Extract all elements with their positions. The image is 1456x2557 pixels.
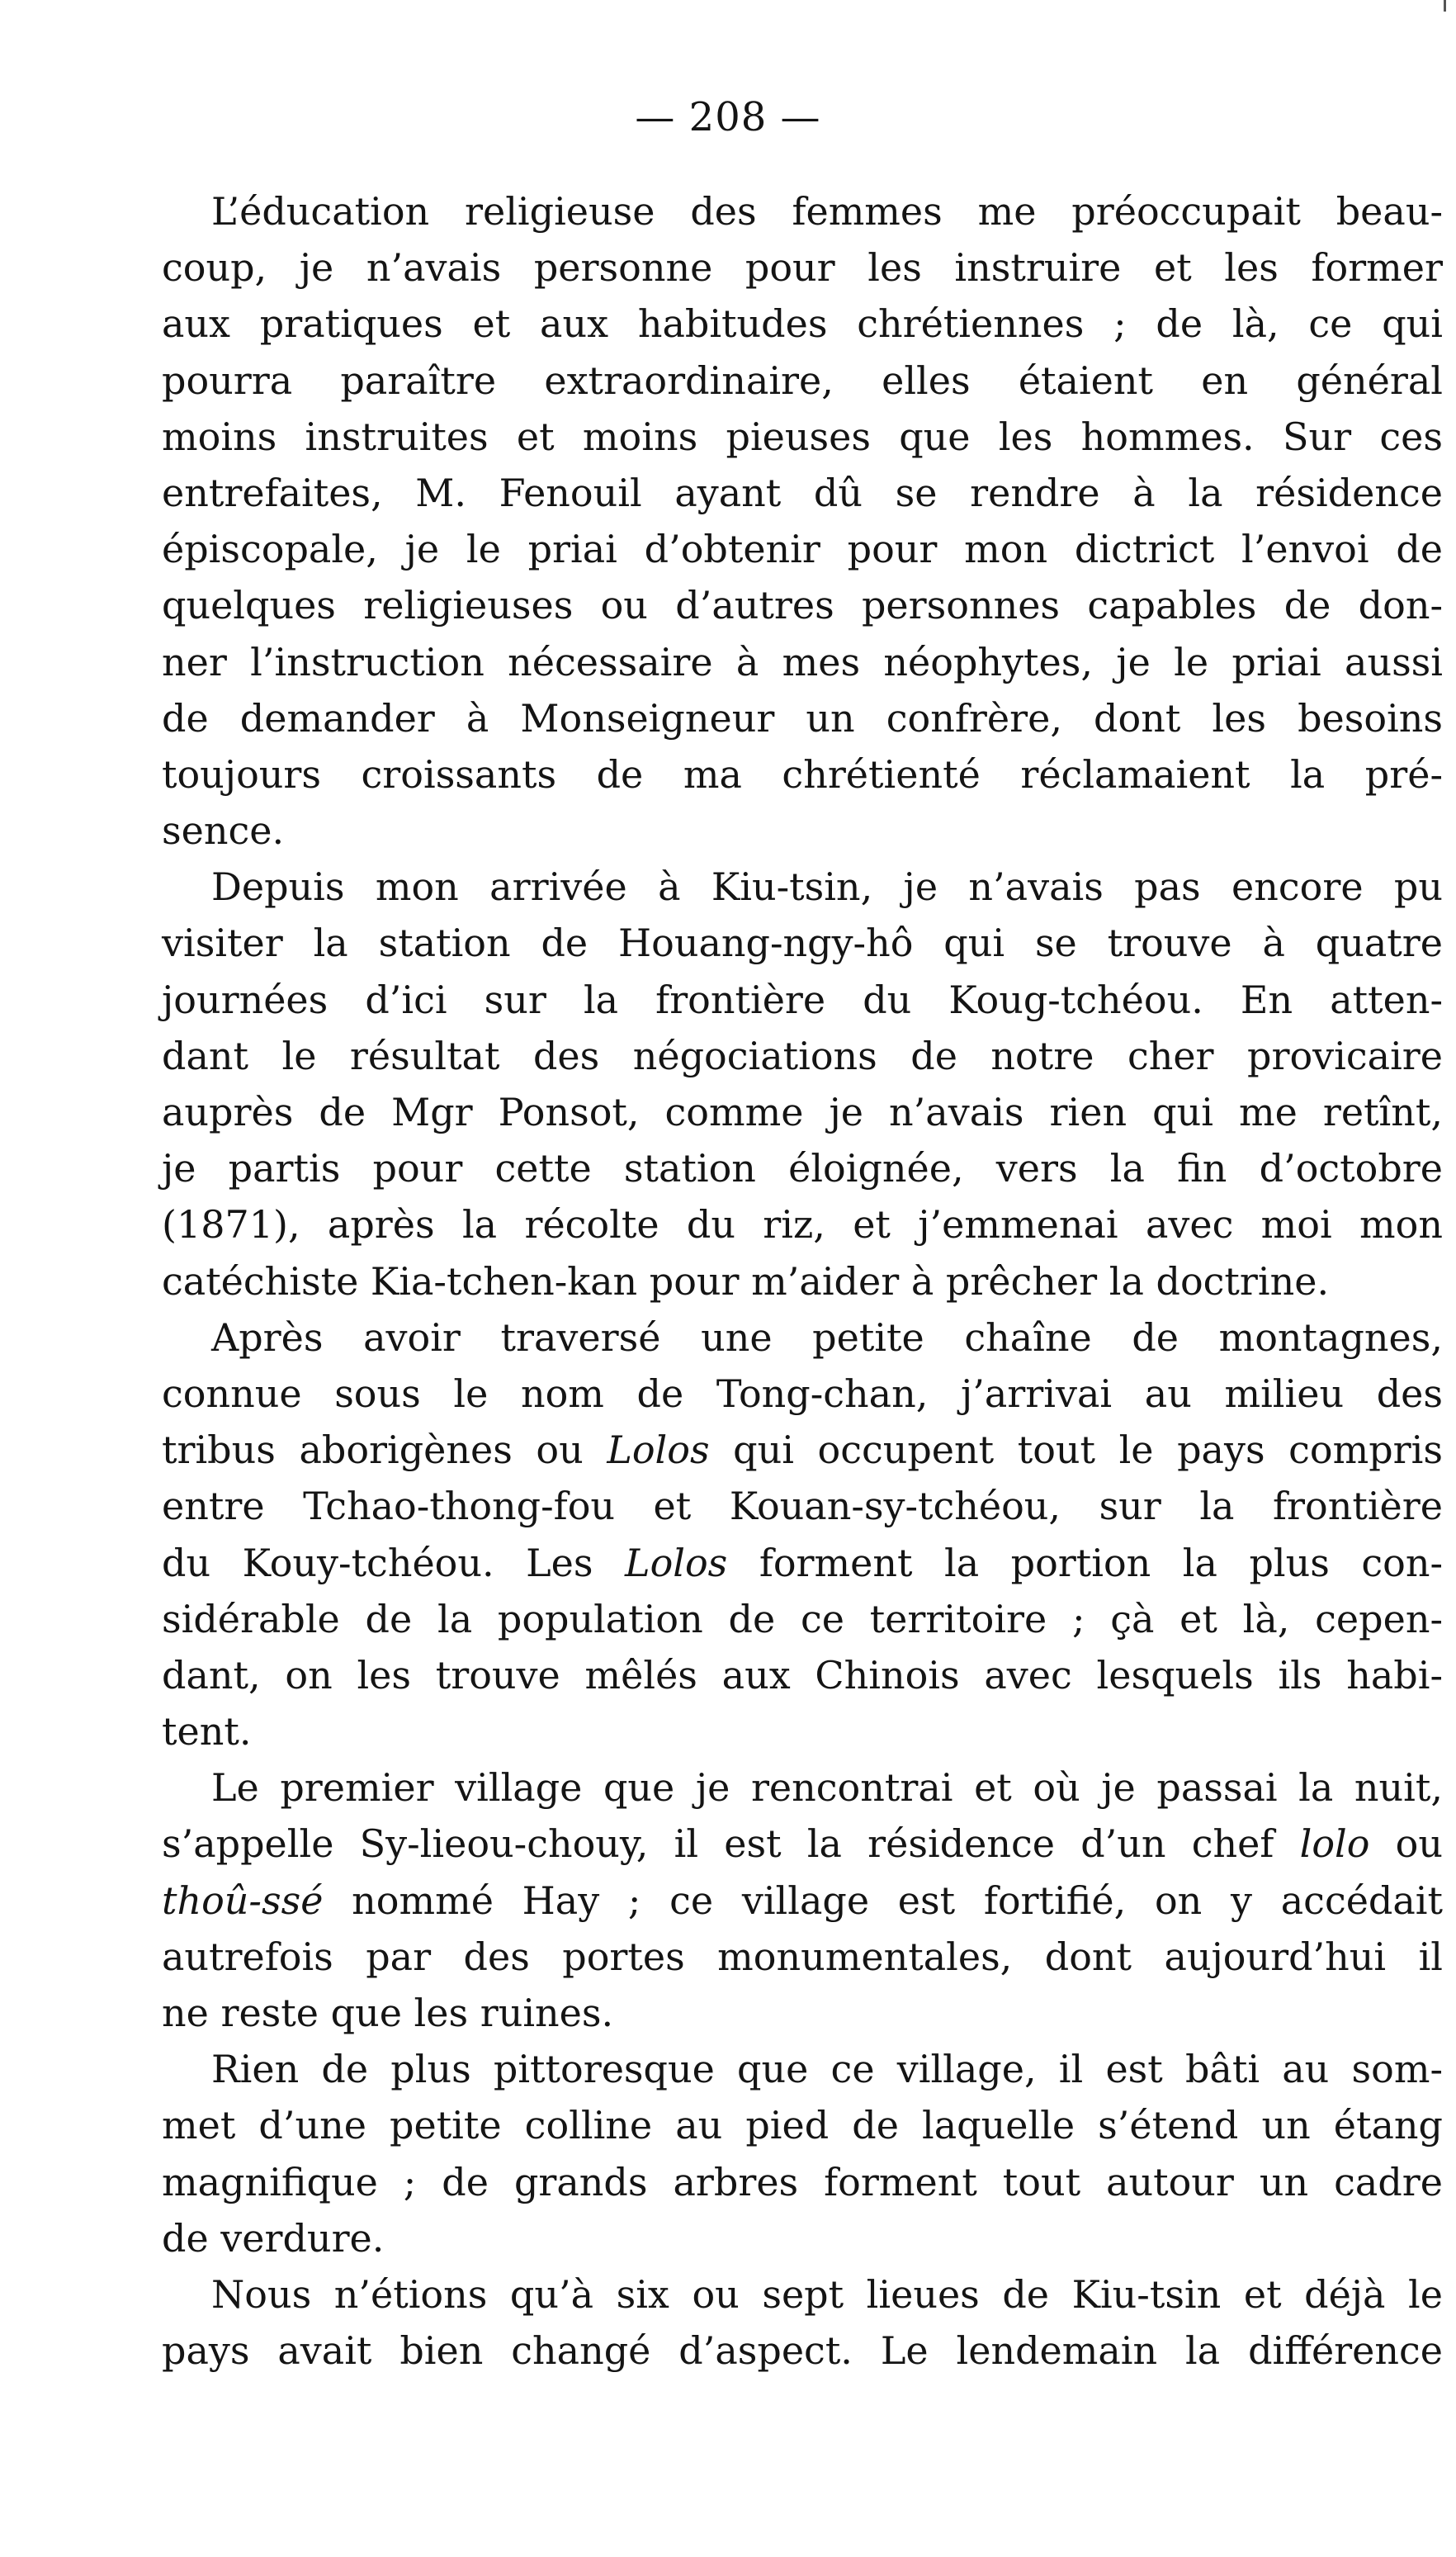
italic-word: Lolos	[607, 1428, 710, 1473]
text-segment: auprès de Mgr Ponsot, comme je n’avais rien qui me retînt,	[162, 1090, 1443, 1134]
text-line	[162, 1929, 1443, 1985]
text-line	[162, 2097, 1443, 2153]
text-segment: tent.	[162, 1709, 252, 1754]
text-line	[162, 972, 1443, 1028]
text-segment: de verdure.	[162, 2215, 385, 2261]
body-text	[162, 183, 1443, 2379]
text-segment: je partis pour cette station éloignée, vers la fin d’octobre	[162, 1146, 1443, 1191]
text-segment: coup, je n’avais personne pour les instruire et les former	[162, 245, 1443, 291]
text-line	[162, 1647, 1443, 1703]
paragraph	[162, 2041, 1443, 2266]
text-segment: ne reste que les ruines.	[162, 1991, 614, 2035]
text-line	[162, 2210, 1443, 2266]
text-segment: magnifique ; de grands arbres forment tout autour un cadre	[162, 2159, 1443, 2204]
text-line	[162, 1478, 1443, 1534]
text-segment: Nous n’étions qu’à six ou sept lieues de Kiu-tsin et déjà le	[211, 2271, 1443, 2317]
text-segment: épiscopale, je le priai d’obtenir pour mon dictrict l’envoi de	[162, 527, 1443, 572]
text-segment: moins instruites et moins pieuses que les hommes. Sur ces	[162, 414, 1443, 459]
text-segment: pays avait bien changé d’aspect. Le lendemain la différence	[162, 2328, 1443, 2374]
text-line	[162, 521, 1443, 577]
text-segment: s’appelle Sy-lieou-chouy, il est la résidence d’un chef	[162, 1821, 1300, 1867]
text-line	[162, 1816, 1443, 1872]
text-line	[162, 690, 1443, 746]
italic-word: thoû-ssé	[162, 1878, 324, 1923]
text-segment: ou	[1369, 1821, 1443, 1867]
text-line	[162, 239, 1443, 296]
text-segment: nommé Hay ; ce village est fortifié, on y accédait	[323, 1878, 1443, 1923]
italic-word: lolo	[1299, 1821, 1370, 1867]
page-edge-mark	[1444, 0, 1446, 12]
text-segment: Après avoir traversé une petite chaîne de montagnes,	[211, 1314, 1443, 1360]
text-line	[162, 1591, 1443, 1647]
text-line	[162, 296, 1443, 352]
page-number: — 208 —	[635, 94, 821, 140]
text-line	[162, 2041, 1443, 2097]
text-line	[162, 1366, 1443, 1422]
text-segment: sidérable de la population de ce territoire ; çà et là, cepen-	[162, 1596, 1443, 1641]
text-line	[162, 1309, 1443, 1366]
text-segment: Rien de plus pittoresque que ce village, il est bâti au som-	[211, 2047, 1443, 2092]
text-segment: entrefaites, M. Fenouil ayant dû se rendre à la résidence	[162, 470, 1443, 515]
text-segment: Depuis mon arrivée à Kiu-tsin, je n’avais pas encore pu	[211, 864, 1443, 910]
text-line	[162, 2323, 1443, 2379]
text-line	[162, 746, 1443, 803]
text-segment: visiter la station de Houang-ngy-hô qui se trouve à quatre	[162, 921, 1443, 966]
text-segment: met d’une petite colline au pied de laquelle s’étend un étang	[162, 2103, 1443, 2148]
text-segment: journées d’ici sur la frontière du Koug-tchéou. En atten-	[162, 977, 1443, 1022]
text-segment: entre Tchao-thong-fou et Kouan-sy-tchéou, sur la frontière	[162, 1484, 1443, 1529]
text-segment: dant, on les trouve mêlés aux Chinois avec lesquels ils habi-	[162, 1652, 1443, 1698]
text-line	[162, 465, 1443, 521]
text-segment: Le premier village que je rencontrai et où je passai la nuit,	[211, 1765, 1443, 1811]
text-segment: catéchiste Kia-tchen-kan pour m’aider à prêcher la doctrine.	[162, 1258, 1330, 1304]
text-segment: qui occupent tout le pays compris	[709, 1428, 1443, 1473]
text-line	[162, 1985, 1443, 2041]
text-segment: du Kouy-tchéou. Les	[162, 1540, 626, 1585]
text-segment: sence.	[162, 808, 285, 854]
italic-word: Lolos	[625, 1540, 728, 1585]
text-segment: connue sous le nom de Tong-chan, j’arrivai au milieu des	[162, 1371, 1443, 1416]
text-segment: aux pratiques et aux habitudes chrétiennes ; de là, ce qui	[162, 301, 1443, 347]
text-segment: (1871), après la récolte du riz, et j’emmenai avec moi mon	[162, 1202, 1443, 1248]
text-line	[162, 1140, 1443, 1196]
text-segment: dant le résultat des négociations de notre cher provicaire	[162, 1033, 1443, 1078]
text-segment: toujours croissants de ma chrétienté réclamaient la pré-	[162, 751, 1443, 797]
text-segment: forment la portion la plus con-	[727, 1540, 1443, 1585]
text-segment: de demander à Monseigneur un confrère, dont les besoins	[162, 695, 1443, 741]
text-segment: quelques religieuses ou d’autres personnes capables de don-	[162, 583, 1443, 628]
text-line	[162, 1196, 1443, 1252]
text-segment: ner l’instruction nécessaire à mes néophytes, je le priai aussi	[162, 639, 1443, 684]
text-line	[162, 2154, 1443, 2210]
text-line	[162, 409, 1443, 465]
text-line	[162, 1422, 1443, 1478]
text-segment: L’éducation religieuse des femmes me préoccupait beau-	[211, 189, 1443, 234]
text-line	[162, 577, 1443, 633]
text-line	[162, 859, 1443, 915]
text-line	[162, 183, 1443, 239]
paragraph	[162, 859, 1443, 1309]
text-line	[162, 1759, 1443, 1816]
text-line	[162, 634, 1443, 690]
paragraph	[162, 1759, 1443, 2041]
text-line	[162, 803, 1443, 859]
text-line	[162, 1873, 1443, 1929]
text-segment: autrefois par des portes monumentales, dont aujourd’hui il	[162, 1934, 1443, 1979]
paragraph	[162, 1309, 1443, 1760]
text-line	[162, 1253, 1443, 1309]
text-line	[162, 915, 1443, 971]
text-line	[162, 353, 1443, 409]
paragraph	[162, 183, 1443, 859]
text-line	[162, 1703, 1443, 1759]
text-line	[162, 1535, 1443, 1591]
paragraph	[162, 2266, 1443, 2379]
text-segment: tribus aborigènes ou	[162, 1428, 607, 1473]
text-line	[162, 1028, 1443, 1084]
text-segment: pourra paraître extraordinaire, elles étaient en général	[162, 358, 1443, 403]
text-line	[162, 1084, 1443, 1140]
text-line	[162, 2266, 1443, 2323]
